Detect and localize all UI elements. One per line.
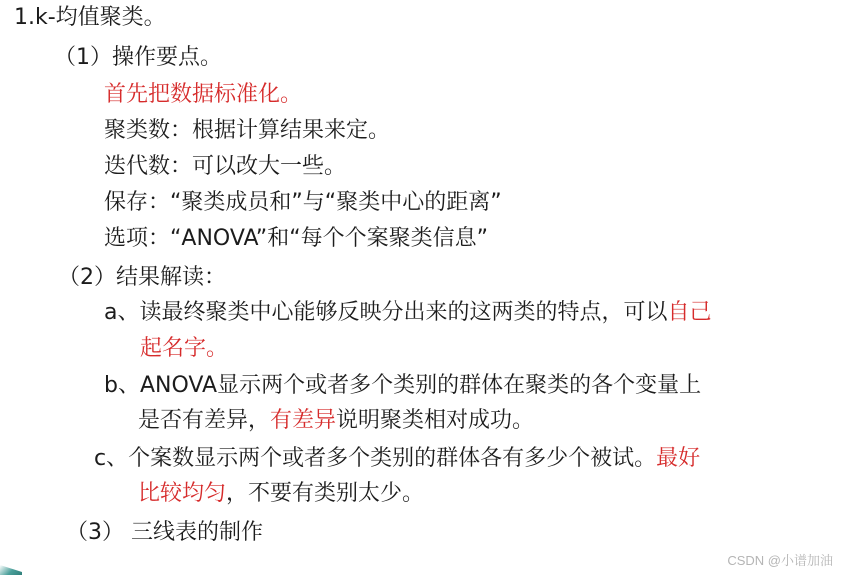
step-iterations: 迭代数：可以改大一些。 — [104, 154, 347, 179]
section-3-heading: （3） 三线表的制作 — [66, 520, 263, 545]
result-a-line2: 起名字。 — [140, 336, 229, 361]
section-title: 1.k-均值聚类。 — [14, 5, 166, 30]
result-c-highlight: 最好 — [656, 446, 701, 471]
result-a-text: a、读最终聚类中心能够反映分出来的这两类的特点，可以 — [104, 300, 668, 325]
result-b-text-pre: 是否有差异， — [138, 408, 271, 433]
result-c-text: c、个案数显示两个或者多个类别的群体各有多少个被试。 — [94, 446, 657, 471]
result-c-highlight-2: 比较均匀 — [138, 481, 227, 506]
result-c-line1 — [94, 444, 700, 474]
section-1-heading: （1）操作要点。 — [54, 45, 222, 70]
result-c-text-post: ，不要有类别太少。 — [226, 481, 425, 506]
step-standardize: 首先把数据标准化。 — [104, 82, 303, 107]
result-b-line2 — [138, 406, 534, 436]
result-c-line2 — [138, 479, 424, 509]
result-a-line1 — [104, 298, 712, 328]
result-b-text-post: 说明聚类相对成功。 — [336, 408, 535, 433]
step-save: 保存：“聚类成员和”与“聚类中心的距离” — [104, 190, 502, 215]
result-b-line1: b、ANOVA显示两个或者多个类别的群体在聚类的各个变量上 — [104, 373, 702, 398]
watermark: CSDN @小谱加油 — [727, 553, 833, 568]
corner-decoration — [0, 565, 22, 575]
result-a-highlight: 自己 — [667, 300, 712, 325]
section-2-heading: （2）结果解读： — [58, 265, 226, 290]
step-options: 选项：“ANOVA”和“每个个案聚类信息” — [104, 226, 489, 251]
result-b-highlight: 有差异 — [270, 408, 337, 433]
step-cluster-count: 聚类数：根据计算结果来定。 — [104, 118, 391, 143]
